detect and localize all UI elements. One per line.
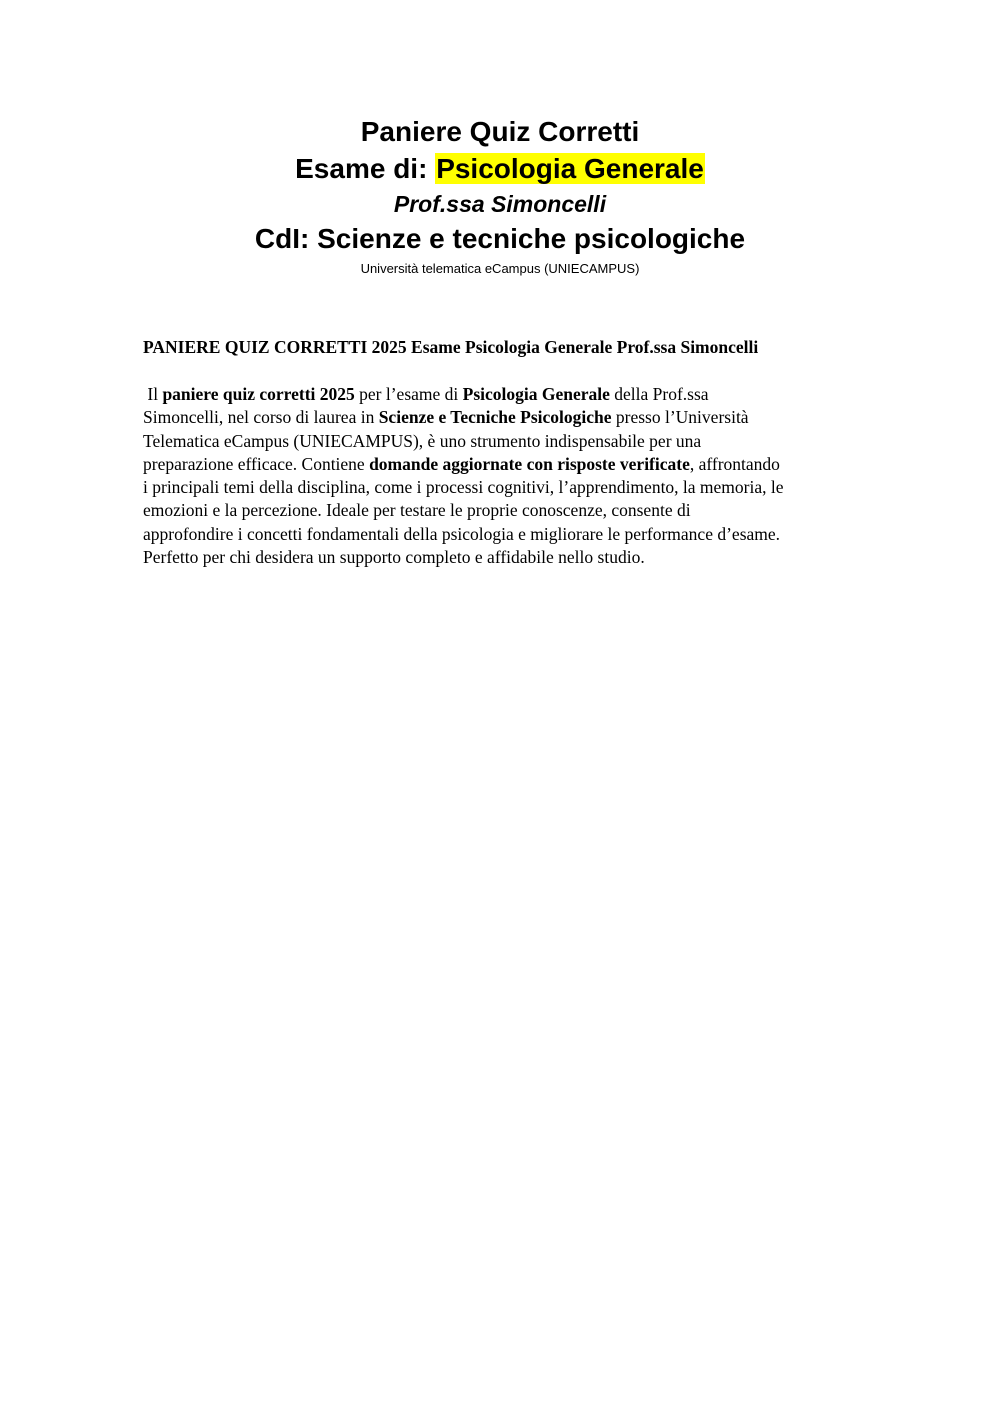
paragraph-line	[143, 523, 888, 546]
text-segment: i principali temi della disciplina, come i processi cognitivi, l’apprendimento, la memoria, le	[143, 477, 784, 498]
text-segment: presso l’Università	[611, 407, 749, 428]
paragraph-line	[143, 406, 888, 429]
text-segment: Il	[143, 384, 163, 404]
text-segment: preparazione efficace. Contiene	[143, 453, 370, 474]
document-title: Paniere Quiz Corretti	[360, 116, 640, 147]
text-segment: Simoncelli, nel corso di laurea in	[143, 407, 379, 428]
exam-prefix: Esame di:	[295, 153, 436, 184]
bold-text: paniere quiz corretti 2025	[162, 384, 355, 404]
paragraph-line	[143, 499, 888, 522]
body-paragraph	[143, 383, 888, 569]
text-segment: Perfetto per chi desidera un supporto completo e affidabile nello studio.	[143, 547, 645, 568]
paragraph-line	[143, 453, 888, 476]
text-segment: Telematica eCampus (UNIECAMPUS), è uno strumento indispensabile per una	[143, 430, 702, 451]
text-segment: della Prof.ssa	[609, 384, 709, 404]
section-heading: PANIERE QUIZ CORRETTI 2025 Esame Psicologia Generale Prof.ssa Simoncelli	[143, 337, 759, 357]
text-segment: , affrontando	[689, 453, 780, 474]
bold-text: domande aggiornate con risposte verificate	[369, 453, 690, 474]
course-name: CdI: Scienze e tecniche psicologiche	[254, 223, 746, 254]
paragraph-line	[143, 476, 888, 499]
bold-text: Psicologia Generale	[462, 384, 610, 404]
text-segment: approfondire i concetti fondamentali della psicologia e migliorare le performance d’esame.	[143, 523, 781, 544]
bold-text: Scienze e Tecniche Psicologiche	[378, 407, 612, 428]
university-name: Università telematica eCampus (UNIECAMPUS)	[360, 261, 640, 276]
professor-name: Prof.ssa Simoncelli	[393, 191, 607, 217]
paragraph-line	[143, 546, 888, 569]
text-segment: emozioni e la percezione. Ideale per testare le proprie conoscenze, consente di	[143, 500, 691, 521]
paragraph-line	[143, 430, 888, 453]
exam-subject-highlight: Psicologia Generale	[436, 153, 704, 184]
text-segment: per l’esame di	[354, 384, 463, 404]
paragraph-line	[143, 383, 888, 406]
exam-line	[0, 151, 1000, 187]
title-block	[0, 113, 1000, 279]
